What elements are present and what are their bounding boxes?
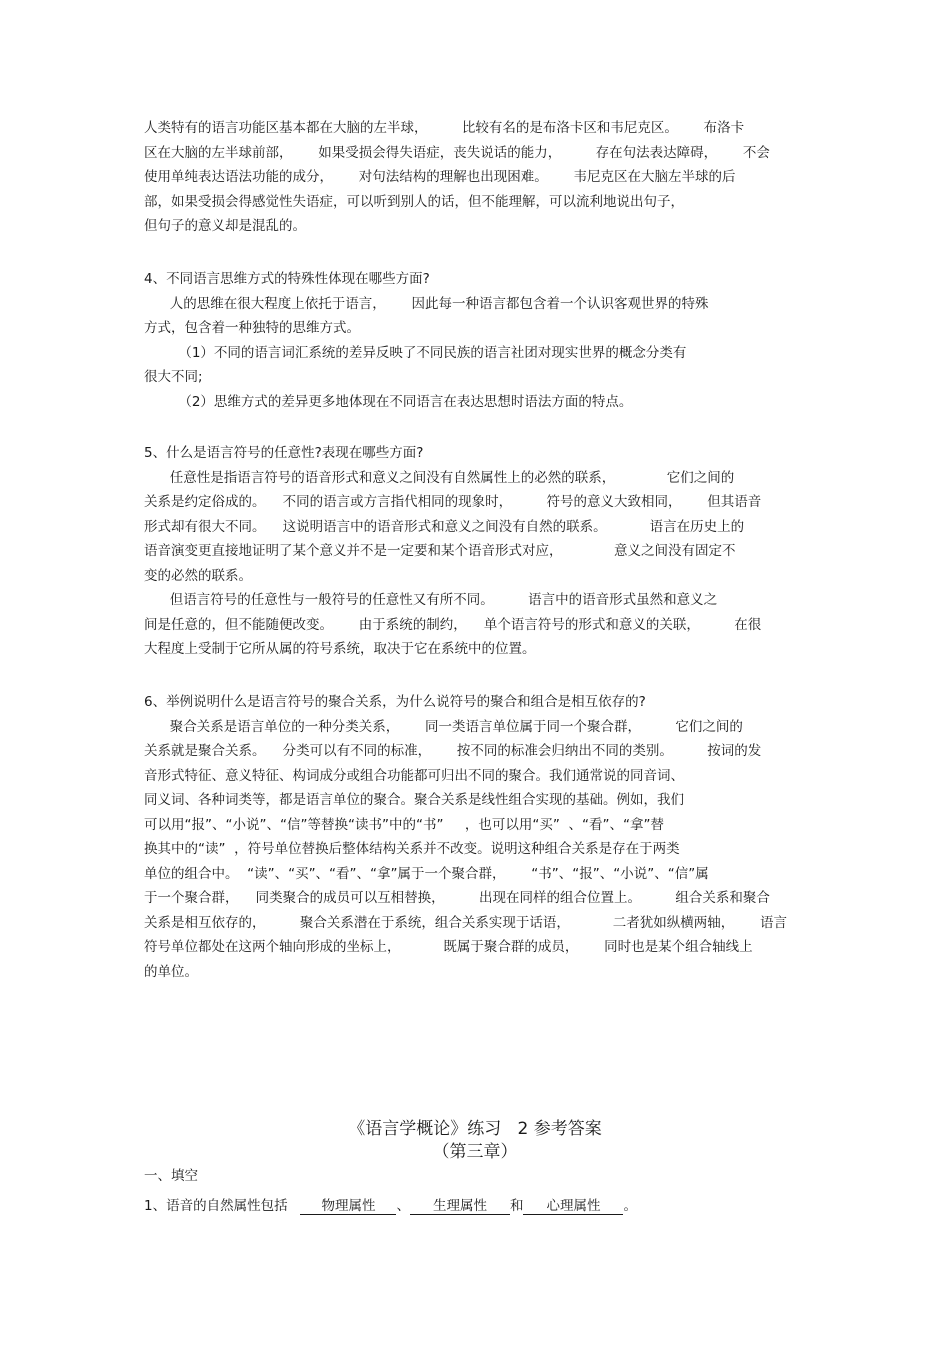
question-6-heading: 6、举例说明什么是语言符号的聚合关系，为什么说符号的聚合和组合是相互依存的? [144,694,646,710]
intro-paragraph [144,116,809,239]
question-4-heading: 4、不同语言思维方式的特殊性体现在哪些方面? [144,271,430,287]
item-prefix: 1、语音的自然属性包括 [144,1197,288,1214]
answer-line: 间是任意的，但不能随便改变。 由于系统的制约， 单个语言符号的形式和意义的关联， 在很 [144,616,762,633]
answer-line: 形式却有很大不同。 这说明语言中的语音形式和意义之间没有自然的联系。 语言在历史上的 [144,518,745,535]
item-suffix: 。 [623,1197,637,1214]
answer-line: 音形式特征、意义特征、构词成分或组合功能都可归出不同的聚合。我们通常说的同音词、 [144,767,684,784]
answer-line: 符号单位都处在这两个轴向形成的坐标上， 既属于聚合群的成员， 同时也是某个组合轴线上 [144,939,753,955]
question-5-heading: 5、什么是语言符号的任意性?表现在哪些方面? [144,445,424,461]
answer-line: 人的思维在很大程度上依托于语言， 因此每一种语言都包含着一个认识客观世界的特殊 [144,295,709,312]
answer-line: 可以用“报”、“小说”、“信”等替换“读书”中的“书” ，也可以用“买” 、“看”、“拿”替 [144,816,664,833]
text-line: 区在大脑的左半球前部， 如果受损会得失语症，丧失说话的能力， 存在句法表达障碍， 不会 [144,144,770,161]
answer-line: 大程度上受制于它所从属的符号系统，取决于它在系统中的位置。 [144,641,536,657]
answer-line: 关系是约定俗成的。 不同的语言或方言指代相同的现象时， 符号的意义大致相同， 但其语音 [144,494,762,510]
answer-blank: 生理属性 [410,1198,510,1215]
answer-line: 换其中的“读” ，符号单位替换后整体结构关系并不改变。说明这种组合关系是存在于两类 [144,841,680,857]
answer-key-subtitle: （第三章） [432,1142,518,1162]
text-line: 使用单纯表达语法功能的成分， 对句法结构的理解也出现困难。 韦尼克区在大脑左半球的后 [144,169,736,185]
text-line: 部，如果受损会得感觉性失语症，可以听到别人的话，但不能理解，可以流利地说出句子， [144,193,684,210]
section-heading: 一、填空 [144,1168,198,1184]
answer-line: （1）不同的语言词汇系统的差异反映了不同民族的语言社团对现实世界的概念分类有 [144,344,687,361]
answer-key-title: 《语言学概论》练习 2 参考答案 [348,1119,602,1139]
text-line: 人类特有的语言功能区基本都在大脑的左半球， 比较有名的是布洛卡区和韦尼克区。 布洛卡 [144,120,745,136]
answer-line: 方式，包含着一种独特的思维方式。 [144,320,360,336]
answer-line: （2）思维方式的差异更多地体现在不同语言在表达思想时语法方面的特点。 [144,393,633,410]
question-5-section [144,441,809,662]
answer-line: 很大不同; [144,369,203,385]
answer-line: 单位的组合中。 “读”、“买”、“看”、“拿”属于一个聚合群， “书”、“报”、“小说”、“信”属 [144,865,709,882]
answer-blank: 物理属性 [300,1198,396,1215]
fill-in-item-1 [144,1194,809,1219]
fill-in-section [144,1164,809,1218]
answer-line: 关系就是聚合关系。 分类可以有不同的标准， 按不同的标准会归纳出不同的类别。 按词的发 [144,743,762,759]
answer-line: 于一个聚合群， 同类聚合的成员可以互相替换， 出现在同样的组合位置上。 组合关系和聚合 [144,890,770,906]
answer-line: 语音演变更直接地证明了某个意义并不是一定要和某个语音形式对应， 意义之间没有固定不 [144,543,736,559]
answer-line: 聚合关系是语言单位的一种分类关系， 同一类语言单位属于同一个聚合群， 它们之间的 [144,718,743,735]
question-6-section [144,690,809,984]
answer-line: 变的必然的联系。 [144,567,252,584]
text-line: 但句子的意义却是混乱的。 [144,218,306,234]
answer-line: 但语言符号的任意性与一般符号的任意性又有所不同。 语言中的语音形式虽然和意义之 [144,592,718,608]
separator: 和 [509,1197,524,1214]
answer-line: 任意性是指语言符号的语音形式和意义之间没有自然属性上的必然的联系， 它们之间的 [144,469,735,486]
answer-blank: 心理属性 [523,1198,623,1215]
answer-line: 同义词、各种词类等，都是语言单位的聚合。聚合关系是线性组合实现的基础。例如，我们 [144,792,684,808]
answer-line: 的单位。 [144,963,198,980]
answer-line: 关系是相互依存的， 聚合关系潜在于系统，组合关系实现于话语， 二者犹如纵横两轴， 语言 [144,914,787,931]
question-4-section [144,267,809,414]
separator: 、 [396,1197,410,1214]
